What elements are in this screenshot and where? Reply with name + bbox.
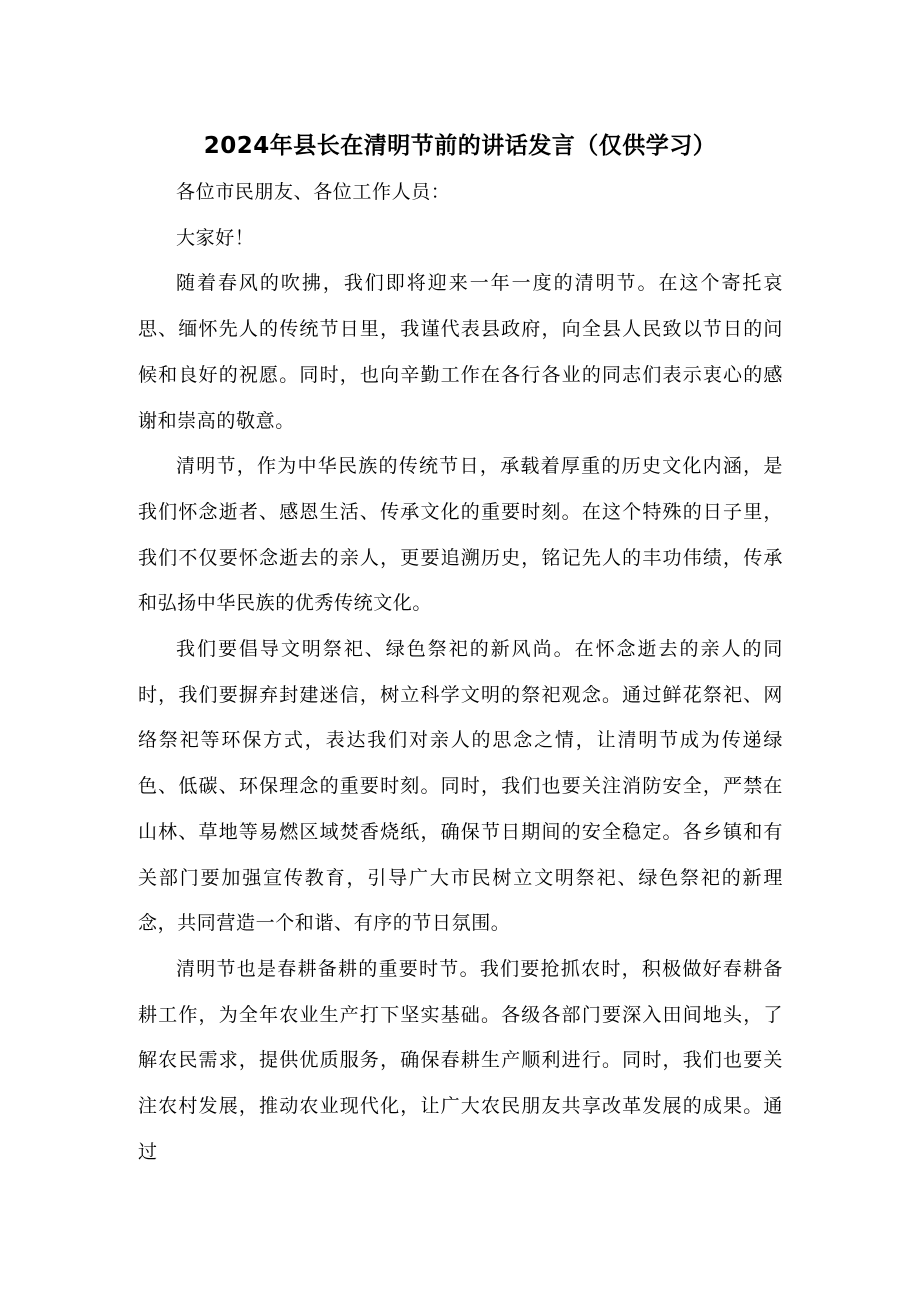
document-title: 2024年县长在清明节前的讲话发言（仅供学习） — [203, 133, 717, 159]
greeting: 大家好！ — [176, 226, 255, 249]
body-paragraph: 我们要倡导文明祭祀、绿色祭祀的新风尚。在怀念逝去的亲人的同时，我们要摒弃封建迷信，树立科学文明的祭祀观念。通过鲜花祭祀、网络祭祀等环保方式，表达我们对亲人的思念之情，让清明节成为传递绿色、低碳、环保理念的重要时刻。同时，我们也要关注消防安全，严禁在山林、草地等易燃区域焚香烧纸，确保节日期间的安全稳定。各乡镇和有关部门要加强宣传教育，引导广大市民树立文明祭祀、绿色祭祀的新理念，共同营造一个和谐、有序的节日氛围。 — [138, 638, 783, 935]
salutation: 各位市民朋友、各位工作人员： — [176, 181, 451, 203]
body-paragraph: 清明节也是春耕备耕的重要时节。我们要抢抓农时，积极做好春耕备耕工作，为全年农业生产打下坚实基础。各级各部门要深入田间地头，了解农民需求，提供优质服务，确保春耕生产顺利进行。同时，我们也要关注农村发展，推动农业现代化，让广大农民朋友共享改革发展的成果。通过 — [138, 957, 783, 1163]
body-paragraph: 随着春风的吹拂，我们即将迎来一年一度的清明节。在这个寄托哀思、缅怀先人的传统节日里，我谨代表县政府，向全县人民致以节日的问候和良好的祝愿。同时，也向辛勤工作在各行各业的同志们表示衷心的感谢和崇高的敬意。 — [138, 272, 783, 432]
document-body — [138, 170, 783, 1175]
body-paragraph: 清明节，作为中华民族的传统节日，承载着厚重的历史文化内涵，是我们怀念逝者、感恩生活、传承文化的重要时刻。在这个特殊的日子里，我们不仅要怀念逝去的亲人，更要追溯历史，铭记先人的丰功伟绩，传承和弘扬中华民族的优秀传统文化。 — [138, 455, 783, 615]
